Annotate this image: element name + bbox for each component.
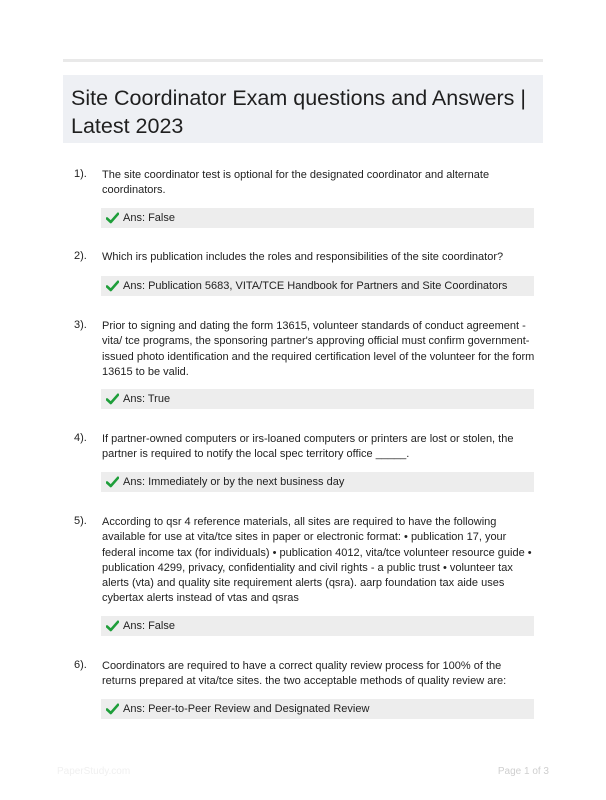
answer-box (101, 389, 534, 409)
question-number: 1). (74, 168, 87, 180)
answer-text: Ans: False (123, 212, 175, 224)
question-text: According to qsr 4 reference materials, all sites are required to have the following available for use at vita/tce sites in paper or electronic format: • publication 17, your federal income tax (for individuals) • publication 4012, vita/tce volunteer resource guide • publication 4299, privacy, confidentiality and civil rights - a public trust • volunteer tax alerts (vta) and quality site requirement alerts (qsra). aarp foundation tax aide uses cybertax alerts instead of vtas and qsras (102, 516, 532, 605)
page-number: Page 1 of 3 (497, 766, 549, 777)
question-number: 6). (74, 659, 87, 671)
question-text: If partner-owned computers or irs-loaned computers or printers are lost or stolen, the partner is required to notify the local spec territory office _____. (102, 433, 514, 461)
question-number: 4). (74, 432, 87, 444)
question-text: Which irs publication includes the roles and responsibilities of the site coordinator? (102, 251, 504, 263)
footer-watermark: PaperStudy.com (57, 766, 131, 777)
answer-text: Ans: Immediately or by the next business day (123, 476, 345, 488)
answer-box (101, 472, 534, 492)
answer-box (101, 616, 534, 636)
answer-text: Ans: Peer-to-Peer Review and Designated Review (123, 703, 370, 715)
title-banner (63, 75, 543, 143)
answer-box (101, 699, 534, 719)
page-title: Site Coordinator Exam questions and Answers | Latest 2023 (71, 86, 526, 138)
question-number: 2). (74, 250, 87, 262)
question-text: The site coordinator test is optional for the designated coordinator and alternate coordinators. (102, 169, 490, 197)
answer-text: Ans: False (123, 620, 175, 632)
answer-box (101, 276, 534, 296)
answer-text: Ans: True (123, 393, 171, 405)
question-number: 3). (74, 319, 87, 331)
answer-text: Ans: Publication 5683, VITA/TCE Handbook for Partners and Site Coordinators (123, 280, 508, 292)
question-text: Coordinators are required to have a correct quality review process for 100% of the returns prepared at vita/tce sites. the two acceptable methods of quality review are: (102, 660, 507, 688)
question-text: Prior to signing and dating the form 13615, volunteer standards of conduct agreement - vita/ tce programs, the sponsoring partner's approving official must confirm government-issued photo identification and the required certification level of the volunteer for the form 13615 to be valid. (102, 320, 535, 378)
check-icon (106, 620, 119, 632)
question-number: 5). (74, 515, 87, 527)
top-divider (63, 59, 543, 62)
answer-box (101, 208, 534, 228)
check-icon (106, 212, 119, 224)
check-icon (106, 703, 119, 715)
check-icon (106, 476, 119, 488)
check-icon (106, 280, 119, 292)
check-icon (106, 393, 119, 405)
